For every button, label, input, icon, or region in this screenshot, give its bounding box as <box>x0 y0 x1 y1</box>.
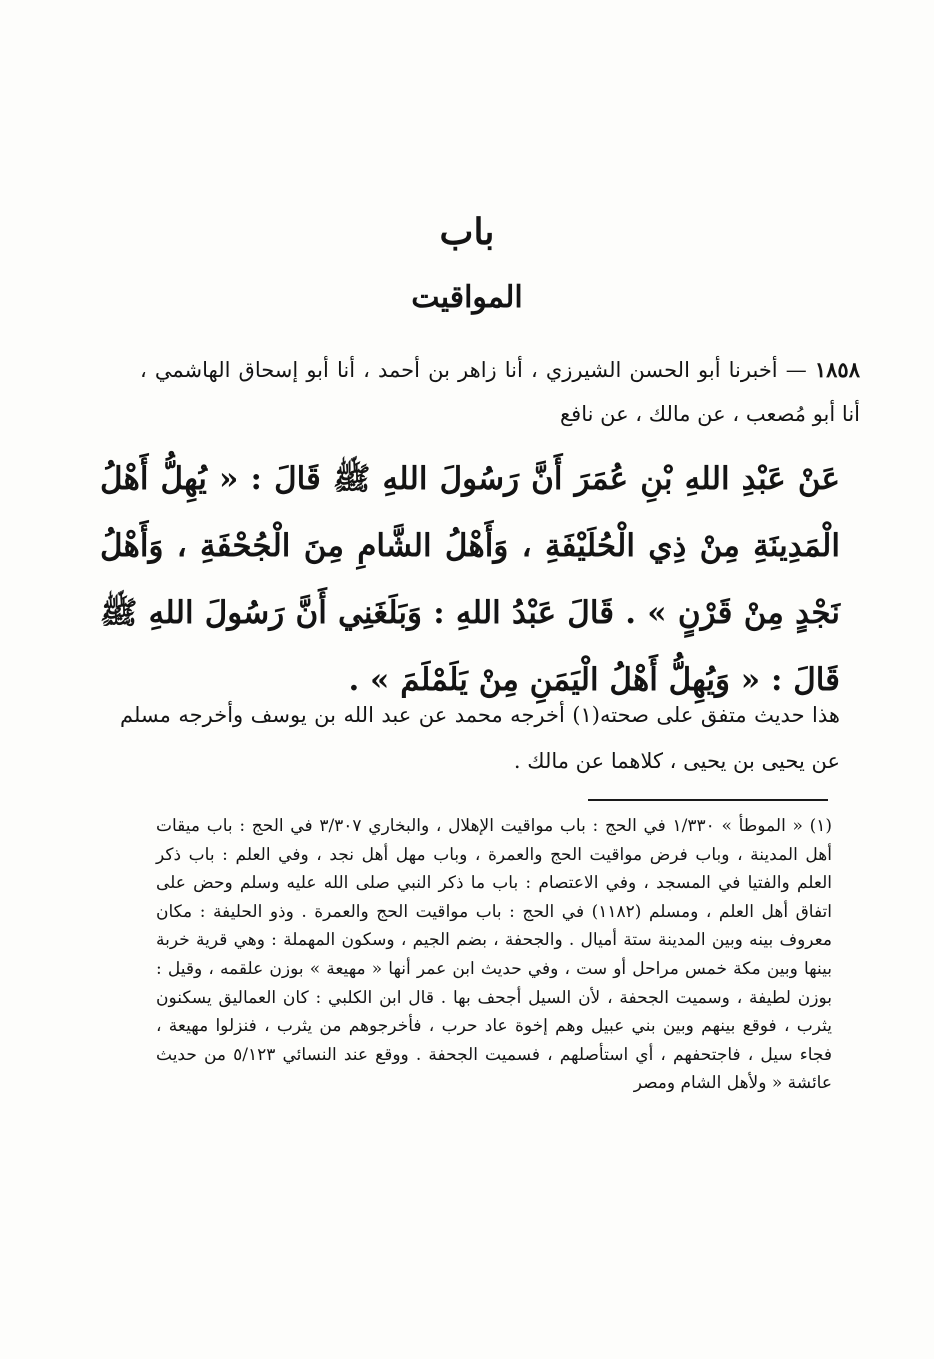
hadith-matn: عَنْ عَبْدِ اللهِ بْنِ عُمَرَ أَنَّ رَسُولَ اللهِ ﷺ قَالَ : « يُهِلُّ أَهْلُ الْمَدِينَةِ مِنْ ذِي الْحُلَيْفَةِ ، وَأَهْلُ الشَّامِ مِنَ الْجُحْفَةِ ، وَأَهْلُ نَجْدٍ مِنْ قَرْنٍ » . قَالَ عَبْدُ اللهِ : وَبَلَغَنِي أَنَّ رَسُولَ اللهِ ﷺ قَالَ : « وَيُهِلُّ أَهْلُ الْيَمَنِ مِنْ يَلَمْلَمَ » . <box>100 461 840 698</box>
hadith-commentary: هذا حديث متفق على صحته(١) أخرجه محمد عن عبد الله بن يوسف وأخرجه مسلم عن يحيى بن يحيى ، كلاهما عن مالك . <box>120 703 840 773</box>
hadith-dash: — <box>785 358 807 382</box>
footnote-divider <box>588 799 828 801</box>
hadith-isnad <box>140 348 860 436</box>
chapter-title: المواقيت <box>411 280 523 315</box>
chapter-heading: باب <box>439 211 495 253</box>
footnote: (١) « الموطأ » ١/٣٣٠ في الحج : باب مواقيت الإهلال ، والبخاري ٣/٣٠٧ في الحج : باب ميقات أهل المدينة ، وباب فرض مواقيت الحج والعمرة ، وباب مهل أهل نجد ، وفي العلم : باب ذكر العلم والفتيا في المسجد ، وفي الاعتصام : باب ما ذكر النبي صلى الله عليه وسلم وحض على اتفاق أهل العلم ، ومسلم (١١٨٢) في الحج : باب مواقيت الحج والعمرة . وذو الحليفة : مكان معروف بينه وبين المدينة ستة أميال . والجحفة ، بضم الجيم ، وسكون المهملة : وهي قرية خربة بينها وبين مكة خمس مراحل أو ست ، وفي حديث ابن عمر أنها « مهيعة » بوزن علقمه ، وقيل : بوزن لطيفة ، وسميت الجحفة ، لأن السيل أجحف بها . قال ابن الكلبي : كان العماليق يسكنون يثرب ، فوقع بينهم وبين بني عبيل وهم إخوة عاد حرب ، فأخرجوهم من يثرب ، فنزلوا مهيعة ، فجاء سيل ، فاجتحفهم ، أي استأصلهم ، فسميت الجحفة . ووقع عند النسائي ٥/١٢٣ من حديث عائشة « ولأهل الشام ومصر <box>156 816 833 1094</box>
isnad-text: أخبرنا أبو الحسن الشيرزي ، أنا زاهر بن أحمد ، أنا أبو إسحاق الهاشمي ، أنا أبو مُصعب ، عن مالك ، عن نافع <box>140 358 860 426</box>
hadith-number: ١٨٥٨ <box>814 357 860 382</box>
